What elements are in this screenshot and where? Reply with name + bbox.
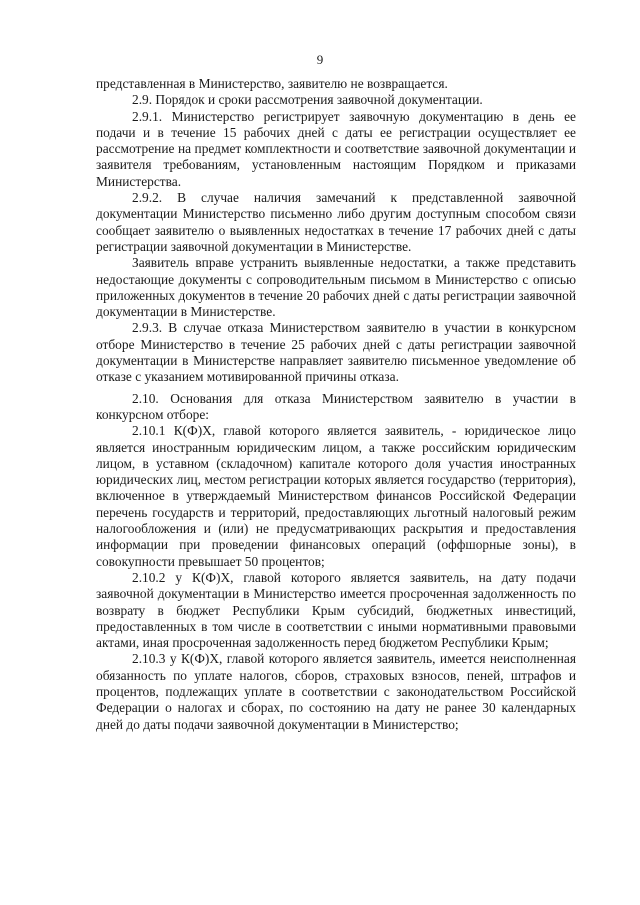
paragraph-2-10-2: 2.10.2 у К(Ф)Х, главой которого является заявитель, на дату подачи заявочной документации в Министерство имеется просроченная задолженность по возврату в бюджет Республики Крым субсидий, бюджетных инвестиций, предоставленных в том числе в соответствии с иными нормативными правовыми актами, иная просроченная задолженность перед бюджетом Республики Крым; [96, 569, 576, 651]
paragraph-applicant-rights: Заявитель вправе устранить выявленные недостатки, а также представить недостающие документы с сопроводительным письмом в Министерство с описью приложенных документов в течение 20 рабочих дней с даты регистрации заявочной документации в Министерстве. [96, 255, 576, 320]
paragraph-continuation: представленная в Министерство, заявителю не возвращается. [96, 76, 448, 91]
paragraph-2-9-2: 2.9.2. В случае наличия замечаний к представленной заявочной документации Министерство письменно либо другим доступным способом связи сообщает заявителю о выявленных недостатках в течение 17 рабочих дней с даты регистрации заявочной документации в Министерстве. [96, 190, 576, 254]
page-number: 9 [316, 52, 324, 67]
paragraph-2-9-1: 2.9.1. Министерство регистрирует заявочную документацию в день ее подачи и в течение 15 рабочих дней с даты ее регистрации осуществляет ее рассмотрение на предмет комплектности и соответствие заявочной документации и заявителя требованиям, установленным настоящим Порядком и приказами Министерства. [96, 108, 576, 189]
document-body [96, 76, 576, 733]
paragraph-2-10-3: 2.10.3 у К(Ф)Х, главой которого является заявитель, имеется неисполненная обязанность по уплате налогов, сборов, страховых взносов, пеней, штрафов и процентов, подлежащих уплате в соответствии с законодательством Российской Федерации о налогах и сборах, по состоянию на дату не ранее 30 календарных дней до даты подачи заявочной документации в Министерство; [96, 651, 576, 732]
paragraph-2-9-3: 2.9.3. В случае отказа Министерством заявителю в участии в конкурсном отборе Министерство в течение 25 рабочих дней с даты регистрации заявочной документации в Министерстве направляет заявителю письменное уведомление об отказе с указанием мотивированной причины отказа. [96, 320, 576, 385]
paragraph-2-10-1: 2.10.1 К(Ф)Х, главой которого является заявитель, - юридическое лицо является иностранным юридическим лицом, а также российским юридическим лицом, в уставном (складочном) капитале которого доля участия иностранных юридических лиц, местом регистрации которых является государство (территория), включенное в утверждаемый Министерством финансов Российской Федерации перечень государств и территорий, предоставляющих льготный налоговый режим налогообложения и (или) не предусматривающих раскрытия и предоставления информации при проведении финансовых операций (оффшорные зоны), в совокупности превышает 50 процентов; [96, 423, 576, 569]
paragraph-2-9: 2.9. Порядок и сроки рассмотрения заявочной документации. [132, 92, 483, 108]
paragraph-2-10: 2.10. Основания для отказа Министерством заявителю в участии в конкурсном отборе: [96, 390, 576, 422]
